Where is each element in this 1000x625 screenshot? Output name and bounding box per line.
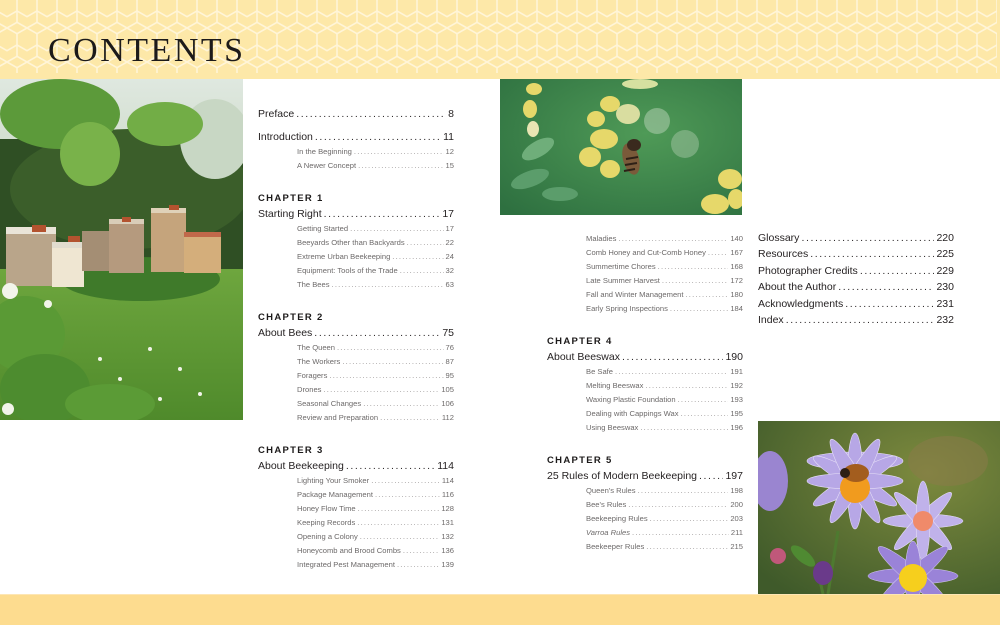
leader-dots: [314, 325, 440, 341]
toc-column-1: [258, 106, 454, 572]
leader-dots: [618, 232, 728, 246]
leader-dots: [332, 278, 444, 292]
toc-subentry[interactable]: Drones ..... 105: [297, 383, 454, 397]
page-number: 184: [730, 304, 743, 313]
aster-bee-photo: [758, 421, 1000, 594]
toc-subentry[interactable]: Be Safe ..... 191: [586, 365, 743, 379]
toc-subentry[interactable]: A Newer Concept ..... 15: [297, 159, 454, 173]
toc-entry-chapter-3[interactable]: About Beekeeping ..... 114: [258, 458, 454, 474]
toc-subentry[interactable]: Summertime Chores ..... 168: [586, 260, 743, 274]
leader-dots: [342, 355, 443, 369]
leader-dots: [845, 296, 934, 312]
leader-dots: [346, 458, 435, 474]
page-number: 229: [936, 264, 954, 277]
leader-dots: [400, 264, 444, 278]
footer-band: [0, 594, 1000, 625]
toc-subentry[interactable]: Honeycomb and Brood Combs ..... 136: [297, 544, 454, 558]
leader-dots: [640, 421, 728, 435]
leader-dots: [358, 502, 440, 516]
page-number: 17: [442, 208, 454, 220]
toc-subentry[interactable]: The Bees ..... 63: [297, 278, 454, 292]
toc-subentry[interactable]: Comb Honey and Cut-Comb Honey ..... 167: [586, 246, 743, 260]
toc-subentry[interactable]: Honey Flow Time ..... 128: [297, 502, 454, 516]
leader-dots: [403, 544, 439, 558]
leader-dots: [329, 369, 443, 383]
chapter-2-label: CHAPTER 2: [258, 312, 324, 323]
toc-column-3: [758, 230, 954, 328]
toc-subentry[interactable]: Beekeeper Rules ..... 215: [586, 540, 743, 554]
toc-entry-preface[interactable]: Preface ..... 8: [258, 106, 454, 122]
leader-dots: [646, 540, 728, 554]
toc-subentry[interactable]: Integrated Pest Management ..... 139: [297, 558, 454, 572]
toc-entry-glossary[interactable]: Glossary ..... 220: [758, 230, 954, 246]
toc-entry-chapter-5[interactable]: 25 Rules of Modern Beekeeping ..... 197: [547, 468, 743, 484]
leader-dots: [407, 236, 444, 250]
toc-subentry[interactable]: Maladies ..... 140: [586, 232, 743, 246]
leader-dots: [658, 260, 729, 274]
toc-subentry[interactable]: The Workers ..... 87: [297, 355, 454, 369]
page-number: 87: [445, 357, 454, 366]
page-number: 195: [730, 409, 743, 418]
page-number: 180: [730, 290, 743, 299]
toc-entry-photographer-credits[interactable]: Photographer Credits ..... 229: [758, 263, 954, 279]
leader-dots: [650, 512, 729, 526]
toc-subentry[interactable]: Review and Preparation ..... 112: [297, 411, 454, 425]
clover-bee-photo: [500, 79, 742, 215]
page-number: 131: [441, 518, 454, 527]
page-number: 116: [441, 490, 454, 499]
leader-dots: [358, 159, 443, 173]
page-number: 128: [441, 504, 454, 513]
page-number: 114: [437, 460, 454, 472]
page-number: 203: [730, 514, 743, 523]
leader-dots: [810, 246, 934, 262]
page-number: 24: [445, 252, 454, 261]
leader-dots: [662, 274, 728, 288]
leader-dots: [375, 488, 440, 502]
leader-dots: [296, 106, 446, 122]
leader-dots: [708, 246, 728, 260]
chapter-5-label: CHAPTER 5: [547, 455, 613, 466]
toc-subentry[interactable]: Equipment: Tools of the Trade ..... 32: [297, 264, 454, 278]
toc-subentry[interactable]: Varroa Rules ..... 211: [586, 526, 743, 540]
leader-dots: [363, 397, 439, 411]
page-number: 11: [443, 131, 454, 143]
page-number: 211: [730, 528, 743, 537]
page-number: 106: [441, 399, 454, 408]
leader-dots: [838, 279, 934, 295]
toc-subentry[interactable]: Keeping Records ..... 131: [297, 516, 454, 530]
page-number: 112: [441, 413, 454, 422]
toc-subentry[interactable]: Beekeeping Rules ..... 203: [586, 512, 743, 526]
toc-subentry[interactable]: Extreme Urban Beekeeping ..... 24: [297, 250, 454, 264]
leader-dots: [628, 498, 728, 512]
toc-subentry[interactable]: Waxing Plastic Foundation ..... 193: [586, 393, 743, 407]
page-number: 140: [730, 234, 743, 243]
page-number: 132: [441, 532, 454, 541]
toc-entry-acknowledgments[interactable]: Acknowledgments ..... 231: [758, 296, 954, 312]
page-number: 192: [730, 381, 743, 390]
toc-subentry[interactable]: Lighting Your Smoker ..... 114: [297, 474, 454, 488]
toc-entry-chapter-1[interactable]: Starting Right ..... 17: [258, 206, 454, 222]
page-number: 15: [445, 161, 454, 170]
header-band: [0, 0, 1000, 79]
leader-dots: [686, 288, 729, 302]
page-number: 193: [730, 395, 743, 404]
page-number: 191: [730, 367, 743, 376]
toc-subentry[interactable]: Seasonal Changes ..... 106: [297, 397, 454, 411]
leader-dots: [392, 250, 443, 264]
toc-entry-resources[interactable]: Resources ..... 225: [758, 246, 954, 262]
leader-dots: [786, 312, 935, 328]
page-number: 198: [730, 486, 743, 495]
toc-subentry[interactable]: Getting Started ..... 17: [297, 222, 454, 236]
page-number: 232: [936, 313, 954, 326]
page-number: 139: [441, 560, 454, 569]
chapter-4-label: CHAPTER 4: [547, 336, 613, 347]
toc-entry-about-the-author[interactable]: About the Author ..... 230: [758, 279, 954, 295]
leader-dots: [801, 230, 934, 246]
toc-subentry[interactable]: In the Beginning ..... 12: [297, 145, 454, 159]
toc-subentry[interactable]: Early Spring Inspections ..... 184: [586, 302, 743, 316]
leader-dots: [380, 411, 440, 425]
leader-dots: [323, 383, 439, 397]
leader-dots: [360, 530, 440, 544]
toc-subentry[interactable]: Package Management ..... 116: [297, 488, 454, 502]
page-number: 167: [730, 248, 743, 257]
leader-dots: [645, 379, 728, 393]
leader-dots: [354, 145, 444, 159]
page-number: 8: [448, 108, 454, 120]
leader-dots: [357, 516, 439, 530]
page-number: 63: [445, 280, 454, 289]
leader-dots: [681, 407, 729, 421]
page-number: 172: [730, 276, 743, 285]
page-number: 75: [442, 327, 454, 339]
page-number: 105: [441, 385, 454, 394]
chapter-1-label: CHAPTER 1: [258, 193, 324, 204]
toc-subentry[interactable]: Opening a Colony ..... 132: [297, 530, 454, 544]
leader-dots: [678, 393, 729, 407]
leader-dots: [860, 263, 935, 279]
chapter-3-label: CHAPTER 3: [258, 445, 324, 456]
page-number: 197: [725, 470, 743, 482]
page-number: 230: [936, 281, 954, 294]
leader-dots: [670, 302, 728, 316]
toc-subentry[interactable]: The Queen ..... 76: [297, 341, 454, 355]
leader-dots: [397, 558, 439, 572]
page-number: 168: [730, 262, 743, 271]
toc-subentry[interactable]: Queen's Rules ..... 198: [586, 484, 743, 498]
toc-entry-introduction[interactable]: Introduction ..... 11: [258, 129, 454, 145]
page-number: 200: [730, 500, 743, 509]
page-number: 22: [445, 238, 454, 247]
leader-dots: [371, 474, 440, 488]
page-number: 95: [445, 371, 454, 380]
toc-subentry[interactable]: Foragers ..... 95: [297, 369, 454, 383]
leader-dots: [632, 526, 729, 540]
page-number: 76: [445, 343, 454, 352]
beehives-photo: [0, 79, 243, 420]
toc-subentry[interactable]: Dealing with Cappings Wax ..... 195: [586, 407, 743, 421]
toc-entry-chapter-4[interactable]: About Beeswax ..... 190: [547, 349, 743, 365]
toc-entry-chapter-2[interactable]: About Bees ..... 75: [258, 325, 454, 341]
leader-dots: [350, 222, 443, 236]
leader-dots: [638, 484, 729, 498]
toc-subentry[interactable]: Using Beeswax ..... 196: [586, 421, 743, 435]
leader-dots: [315, 129, 441, 145]
page-number: 136: [441, 546, 454, 555]
leader-dots: [337, 341, 444, 355]
leader-dots: [615, 365, 728, 379]
toc-subentry[interactable]: Late Summer Harvest ..... 172: [586, 274, 743, 288]
page-number: 215: [730, 542, 743, 551]
leader-dots: [622, 349, 724, 365]
page-number: 17: [445, 224, 454, 233]
page-number: 231: [936, 297, 954, 310]
page-number: 12: [445, 147, 454, 156]
toc-column-2: [547, 232, 743, 554]
leader-dots: [324, 206, 441, 222]
page-number: 196: [730, 423, 743, 432]
page-number: 225: [936, 248, 954, 261]
page-title: CONTENTS: [48, 32, 246, 69]
leader-dots: [699, 468, 723, 484]
toc-subentry[interactable]: Melting Beeswax ..... 192: [586, 379, 743, 393]
page-number: 114: [441, 476, 454, 485]
toc-subentry[interactable]: Beeyards Other than Backyards ..... 22: [297, 236, 454, 250]
page-number: 32: [445, 266, 454, 275]
page-number: 190: [725, 351, 743, 363]
page-number: 220: [936, 232, 954, 244]
toc-entry-index[interactable]: Index ..... 232: [758, 312, 954, 328]
toc-subentry[interactable]: Fall and Winter Management ..... 180: [586, 288, 743, 302]
toc-subentry[interactable]: Bee's Rules ..... 200: [586, 498, 743, 512]
